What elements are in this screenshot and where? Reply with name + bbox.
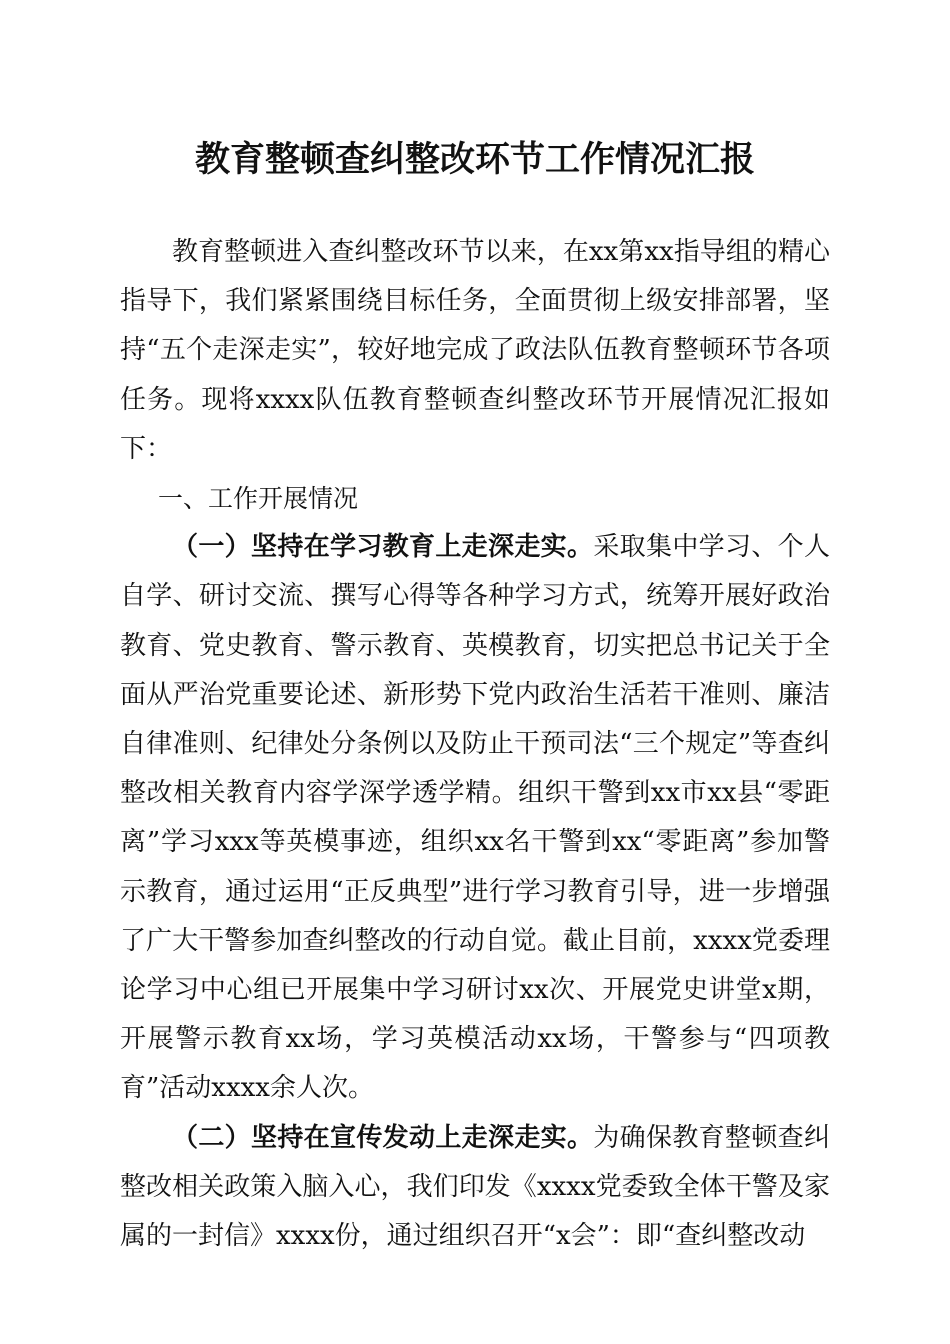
subsection-2-paragraph	[120, 1114, 830, 1262]
intro-paragraph: 教育整顿进入查纠整改环节以来，在xx第xx指导组的精心指导下，我们紧紧围绕目标任务，全面贯彻上级安排部署，坚持“五个走深走实”，较好地完成了政法队伍教育整顿环节各项任务。现将xxxx队伍教育整顿查纠整改环节开展情况汇报如下：	[120, 237, 830, 464]
subsection-1-paragraph	[120, 523, 830, 1113]
section-heading: 一、工作开展情况	[158, 484, 359, 514]
subsection-2-text: 为确保教育整顿查纠整改相关政策入脑入心，我们印发《xxxx党委致全体干警及家属的一封信》xxxx份，通过组织召开“x会”：即“查纠整改动	[120, 1122, 830, 1252]
subsection-1-text: 采取集中学习、个人自学、研讨交流、撰写心得等各种学习方式，统筹开展好政治教育、党史教育、警示教育、英模教育，切实把总书记关于全面从严治党重要论述、新形势下党内政治生活若干准则、廉洁自律准则、纪律处分条例以及防止干预司法“三个规定”等查纠整改相关教育内容学深学透学精。组织干警到xx市xx县“零距离”学习xxx等英模事迹，组织xx名干警到xx“零距离”参加警示教育，通过运用“正反典型”进行学习教育引导，进一步增强了广大干警参加查纠整改的行动自觉。截止目前，xxxx党委理论学习中心组已开展集中学习研讨xx次、开展党史讲堂x期，开展警示教育xx场，学习英模活动xx场，干警参与“四项教育”活动xxxx余人次。	[120, 532, 830, 1104]
subsection-1-lead: （一）坚持在学习教育上走深走实。	[172, 532, 594, 563]
document-title: 教育整顿查纠整改环节工作情况汇报	[194, 139, 755, 180]
subsection-2-lead: （二）坚持在宣传发动上走深走实。	[172, 1122, 594, 1153]
document-body	[120, 228, 830, 1261]
